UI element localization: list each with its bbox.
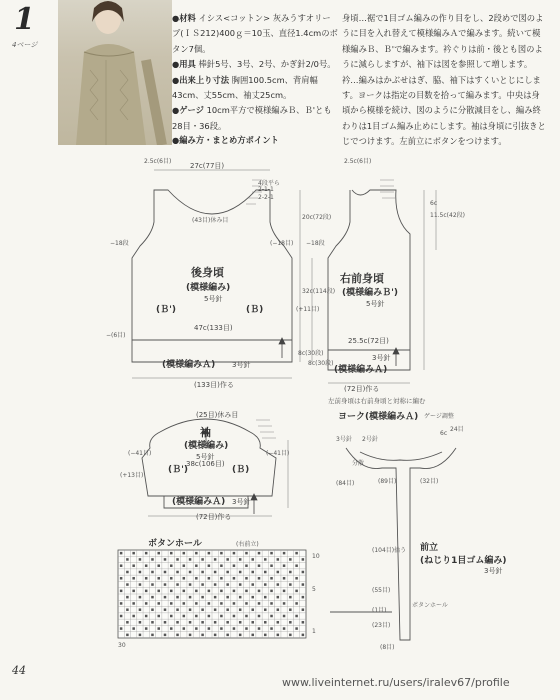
stitch-symbol (289, 596, 292, 599)
stitch-symbol (139, 608, 142, 611)
stitch-symbol (258, 602, 261, 605)
stitch-symbol (220, 564, 223, 567)
back-needle: 5号針 (204, 295, 223, 303)
back-b-right: (Ｂ) (246, 305, 264, 315)
stitch-symbol (201, 558, 204, 561)
stitch-symbol (183, 615, 186, 618)
stitch-symbol (126, 608, 129, 611)
stitch-symbol (157, 627, 160, 630)
stitch-symbol (283, 552, 286, 555)
back-length: 32c(114段) (302, 288, 336, 295)
stitch-symbol (151, 571, 154, 574)
stitch-symbol (183, 602, 186, 605)
stitch-symbol (295, 590, 298, 593)
back-hip: −(6目) (106, 332, 126, 339)
stitch-symbol (270, 602, 273, 605)
stitch-symbol (195, 627, 198, 630)
stitch-symbol (120, 564, 123, 567)
stitch-symbol (164, 583, 167, 586)
stitch-symbol (270, 615, 273, 618)
sleeve-hem-pattern: (模様編みＡ) (172, 497, 226, 507)
yoke-needle-2: 2号針 (362, 436, 378, 443)
stitch-symbol (214, 583, 217, 586)
yoke-gauge: ゲージ調整 (424, 413, 454, 420)
stitch-symbol (183, 564, 186, 567)
stitch-symbol (302, 571, 305, 574)
stitch-symbol (151, 621, 154, 624)
stitch-symbol (201, 583, 204, 586)
stitch-symbol (283, 577, 286, 580)
stitch-symbol (201, 634, 204, 637)
yoke-neck: 6c (440, 430, 448, 437)
stitch-symbol (176, 596, 179, 599)
stitch-symbol (277, 634, 280, 637)
back-dec-2: 2-1-1 (258, 186, 274, 193)
stitch-symbol (239, 583, 242, 586)
stitch-symbol (277, 583, 280, 586)
stitch-symbol (270, 627, 273, 630)
stitch-symbol (239, 621, 242, 624)
stitch-symbol (239, 558, 242, 561)
stitch-symbol (157, 577, 160, 580)
stitch-symbol (208, 577, 211, 580)
back-armhole: 20c(72段) (302, 214, 332, 221)
stitch-symbol (157, 615, 160, 618)
stitch-symbol (302, 608, 305, 611)
sleeve-right-dec: (−41目) (266, 450, 290, 457)
stitch-symbol (195, 577, 198, 580)
stitch-symbol (151, 583, 154, 586)
stitch-symbol (195, 590, 198, 593)
stitch-symbol (189, 608, 192, 611)
front-mid-width: 25.5c(72目) (348, 337, 389, 345)
stitch-symbol (251, 596, 254, 599)
stitch-symbol (170, 577, 173, 580)
stitch-symbol (283, 602, 286, 605)
stitch-symbol (176, 608, 179, 611)
stitch-symbol (289, 608, 292, 611)
stitch-symbol (189, 558, 192, 561)
size-text: 胸囲100.5cm、背肩幅43cm、丈55cm、袖丈25cm。 (172, 74, 318, 101)
stitch-symbol (295, 602, 298, 605)
stitch-symbol (189, 596, 192, 599)
sleeve-side-inc: (+13目) (120, 472, 144, 479)
stitch-symbol (132, 627, 135, 630)
back-side: (+11目) (296, 306, 320, 313)
stitch-symbol (183, 590, 186, 593)
stitch-symbol (120, 552, 123, 555)
stitch-symbol (170, 602, 173, 605)
stitch-symbol (264, 583, 267, 586)
yoke-needle-3: 3号針 (336, 436, 352, 443)
stitch-symbol (145, 590, 148, 593)
stitch-symbol (157, 590, 160, 593)
stitch-symbol (302, 558, 305, 561)
stitch-symbol (176, 583, 179, 586)
stitch-symbol (170, 627, 173, 630)
stitch-symbol (151, 634, 154, 637)
stitch-symbol (289, 621, 292, 624)
stitch-symbol (270, 564, 273, 567)
band-title: 前立 (420, 543, 439, 553)
stitch-symbol (245, 602, 248, 605)
stitch-symbol (126, 596, 129, 599)
stitch-symbol (289, 571, 292, 574)
stitch-symbol (283, 590, 286, 593)
buttonhole-cols: 30 (118, 642, 126, 649)
back-cast-on: (133目)作る (194, 381, 234, 389)
stitch-symbol (295, 564, 298, 567)
stitch-symbol (208, 564, 211, 567)
stitch-symbol (233, 564, 236, 567)
yoke-title: ヨーク(模様編みＡ) (338, 412, 419, 422)
stitch-symbol (176, 634, 179, 637)
stitch-symbol (176, 571, 179, 574)
stitch-symbol (164, 621, 167, 624)
stitch-symbol (277, 558, 280, 561)
stitch-symbol (189, 571, 192, 574)
stitch-symbol (251, 621, 254, 624)
front-subtitle: (模様編みＢ') (342, 288, 398, 298)
stitch-symbol (226, 596, 229, 599)
stitch-symbol (189, 583, 192, 586)
materials-label: ●材料 (172, 13, 196, 23)
back-dec-1: 4段平ら (258, 180, 280, 187)
stitch-symbol (151, 596, 154, 599)
stitch-symbol (132, 602, 135, 605)
materials-text: イシス<コットン> 灰みうすオリーブ(ＩＳ212)400ｇ＝10玉、直径1.4cmのボタン7個。 (172, 13, 338, 54)
sleeve-subtitle: (模様編み) (184, 441, 229, 451)
stitch-symbol (220, 552, 223, 555)
sleeve-needle: 5号針 (196, 453, 215, 461)
stitch-symbol (208, 627, 211, 630)
back-hem-needle: 3号針 (232, 361, 251, 369)
stitch-symbol (226, 621, 229, 624)
method-label: ●編み方・まとめ方ポイント (172, 135, 279, 145)
stitch-symbol (120, 577, 123, 580)
back-dec-3: 2-2-1 (258, 194, 274, 201)
front-cast-on: (72目)作る (344, 385, 380, 393)
yoke-distribute: 分散 (352, 460, 365, 467)
sleeve-cast-on: (72目)作る (196, 513, 232, 521)
band-subtitle: (ねじり1目ゴム編み) (420, 556, 507, 566)
stitch-symbol (251, 634, 254, 637)
stitch-symbol (264, 634, 267, 637)
band-bottom: (23目) (372, 622, 391, 629)
stitch-symbol (170, 552, 173, 555)
buttonhole-side: (右前立) (236, 541, 259, 548)
stitch-symbol (214, 608, 217, 611)
back-arm-dec: (−18目) (270, 240, 294, 247)
stitch-symbol (264, 558, 267, 561)
stitch-symbol (264, 571, 267, 574)
stitch-symbol (170, 564, 173, 567)
stitch-symbol (270, 590, 273, 593)
stitch-symbol (132, 577, 135, 580)
stitch-symbol (214, 621, 217, 624)
band-length-2: (55目) (372, 587, 391, 594)
stitch-symbol (170, 615, 173, 618)
stitch-symbol (126, 621, 129, 624)
buttonhole-row-5: 5 (312, 586, 316, 593)
band-buttonhole: ボタンホール (412, 602, 448, 609)
stitch-symbol (270, 577, 273, 580)
stitch-symbol (139, 634, 142, 637)
buttonhole-row-1: 1 (312, 628, 316, 635)
stitch-symbol (120, 602, 123, 605)
stitch-symbol (239, 596, 242, 599)
stitch-symbol (208, 602, 211, 605)
stitch-symbol (164, 596, 167, 599)
stitch-symbol (189, 634, 192, 637)
stitch-symbol (245, 564, 248, 567)
stitch-symbol (233, 615, 236, 618)
stitch-symbol (183, 577, 186, 580)
stitch-symbol (277, 596, 280, 599)
stitch-symbol (239, 571, 242, 574)
stitch-symbol (283, 564, 286, 567)
back-title: 後身頃 (191, 266, 224, 279)
stitch-symbol (226, 634, 229, 637)
stitch-symbol (258, 564, 261, 567)
front-shoulder: 2.5c(6目) (344, 158, 372, 165)
front-arm: −18段 (306, 240, 325, 247)
front-title: 右前身頃 (340, 272, 384, 285)
stitch-symbol (302, 634, 305, 637)
stitch-symbol (264, 596, 267, 599)
stitch-symbol (183, 552, 186, 555)
stitch-symbol (239, 608, 242, 611)
stitch-symbol (126, 558, 129, 561)
size-label: ●出来上り寸法 (172, 74, 230, 85)
page-reference: 4ページ (12, 41, 38, 49)
stitch-symbol (233, 552, 236, 555)
stitch-symbol (277, 621, 280, 624)
stitch-symbol (258, 552, 261, 555)
stitch-symbol (208, 590, 211, 593)
stitch-symbol (145, 577, 148, 580)
sleeve-width: 38c(106目) (186, 460, 225, 468)
band-buttonhole-count: (1目) (372, 607, 387, 614)
stitch-symbol (195, 615, 198, 618)
front-hem-needle: 3号針 (372, 354, 391, 362)
stitch-symbol (258, 615, 261, 618)
stitch-symbol (245, 627, 248, 630)
stitch-symbol (201, 621, 204, 624)
page-number: 44 (12, 664, 26, 677)
sleeve-title: 袖 (200, 426, 211, 439)
stitch-symbol (170, 590, 173, 593)
stitch-symbol (283, 615, 286, 618)
stitch-symbol (164, 608, 167, 611)
stitch-symbol (201, 596, 204, 599)
stitch-symbol (233, 627, 236, 630)
stitch-symbol (302, 621, 305, 624)
band-length: (104目)拾う (372, 547, 407, 554)
stitch-symbol (264, 608, 267, 611)
stitch-symbol (164, 634, 167, 637)
band-pick: (8目) (380, 644, 395, 651)
stitch-symbol (139, 596, 142, 599)
stitch-symbol (283, 627, 286, 630)
gauge-text: 10cm平方で模様編みＢ、Ｂ'とも28目・36段。 (172, 105, 332, 131)
stitch-symbol (214, 634, 217, 637)
stitch-symbol (289, 583, 292, 586)
stitch-symbol (226, 558, 229, 561)
sleeve-b-right: (Ｂ) (232, 465, 250, 475)
stitch-symbol (145, 602, 148, 605)
front-hem-height: 8c(30段) (308, 360, 334, 367)
stitch-symbol (132, 615, 135, 618)
stitch-symbol (251, 571, 254, 574)
back-b-left: (Ｂ') (156, 305, 176, 315)
back-hem-pattern: (模様編みＡ) (162, 360, 216, 370)
stitch-symbol (226, 571, 229, 574)
stitch-symbol (251, 608, 254, 611)
sleeve-left-dec: (−41目) (128, 450, 152, 457)
stitch-symbol (270, 552, 273, 555)
stitch-symbol (145, 552, 148, 555)
stitch-symbol (214, 558, 217, 561)
stitch-symbol (132, 564, 135, 567)
stitch-symbol (226, 583, 229, 586)
yoke-neck-2: 24目 (450, 426, 464, 433)
stitch-symbol (226, 608, 229, 611)
stitch-symbol (139, 558, 142, 561)
stitch-symbol (189, 621, 192, 624)
stitch-symbol (264, 621, 267, 624)
stitch-symbol (132, 552, 135, 555)
stitch-symbol (145, 564, 148, 567)
front-neck-height: 11.5c(42段) (430, 212, 465, 219)
stitch-symbol (201, 608, 204, 611)
method-text: 身頃…裾で1目ゴム編みの作り目をし、2段めで図のように目を入れ替えて模様編みＡで編みます。続いて模様編みＢ、Ｂ'で編みます。衿ぐりは前・後とも図のように減らしますが、袖下は図を参照して増します。衿…編みはかぶせはぎ、脇、袖下はすくいとじにします。ヨークは指定の目数を拾って編みます。中央は身頃から模様を続け、図のように分散減目をし、編み終わりは1目ゴム編み止めにします。袖は身頃に引抜きとじでつけます。左前立にボタンをつけます。 (342, 13, 546, 147)
stitch-symbol (176, 558, 179, 561)
sleeve-top-rest: (25目)休み目 (196, 411, 239, 419)
watermark: www.liveinternet.ru/users/iralev67/profile (282, 676, 510, 689)
sleeve-hem-needle: 3号針 (232, 498, 251, 506)
back-arm: −18段 (110, 240, 129, 247)
back-shoulder: 2.5c(6目) (144, 158, 172, 165)
stitch-symbol (302, 596, 305, 599)
tools-label: ●用具 (172, 59, 196, 70)
stitch-symbol (289, 558, 292, 561)
gauge-label: ●ゲージ (172, 105, 204, 116)
stitch-symbol (195, 564, 198, 567)
yoke-pick-3: (32目) (420, 478, 439, 485)
front-mirror-note: 左前身頃は右前身頃と対称に編む (328, 397, 426, 405)
stitch-symbol (214, 571, 217, 574)
stitch-symbol (183, 627, 186, 630)
stitch-symbol (126, 583, 129, 586)
stitch-symbol (195, 552, 198, 555)
stitch-symbol (302, 583, 305, 586)
stitch-symbol (245, 590, 248, 593)
stitch-symbol (157, 602, 160, 605)
stitch-symbol (208, 552, 211, 555)
yoke-pick: (84目) (336, 480, 355, 487)
stitch-symbol (214, 596, 217, 599)
stitch-symbol (139, 621, 142, 624)
stitch-symbol (139, 571, 142, 574)
pattern-number: 1 (14, 2, 35, 37)
stitch-symbol (220, 602, 223, 605)
back-hem-height: 8c(30段) (298, 350, 324, 357)
stitch-symbol (151, 608, 154, 611)
stitch-symbol (139, 583, 142, 586)
yoke-outline (346, 448, 456, 640)
stitch-symbol (277, 608, 280, 611)
stitch-symbol (220, 627, 223, 630)
stitch-symbol (145, 615, 148, 618)
stitch-symbol (120, 590, 123, 593)
stitch-symbol (295, 577, 298, 580)
front-needle: 5号針 (366, 300, 385, 308)
stitch-symbol (164, 558, 167, 561)
back-top-width: 27c(77目) (190, 162, 225, 170)
stitch-symbol (132, 590, 135, 593)
sleeve-b-left: (Ｂ') (168, 465, 188, 475)
stitch-symbol (245, 552, 248, 555)
stitch-symbol (157, 564, 160, 567)
stitch-symbol (258, 577, 261, 580)
stitch-symbol (201, 571, 204, 574)
stitch-symbol (233, 590, 236, 593)
buttonhole-row-10: 10 (312, 553, 320, 560)
stitch-symbol (120, 615, 123, 618)
stitch-symbol (239, 634, 242, 637)
stitch-symbol (145, 627, 148, 630)
stitch-symbol (208, 615, 211, 618)
stitch-symbol (233, 577, 236, 580)
stitch-symbol (258, 590, 261, 593)
stitch-symbol (295, 627, 298, 630)
stitch-symbol (277, 571, 280, 574)
stitch-symbol (245, 615, 248, 618)
stitch-symbol (258, 627, 261, 630)
back-neck-rest: (43目)休み目 (192, 217, 229, 224)
stitch-symbol (120, 627, 123, 630)
stitch-symbol (176, 621, 179, 624)
stitch-symbol (295, 552, 298, 555)
stitch-symbol (157, 552, 160, 555)
stitch-symbol (164, 571, 167, 574)
stitch-symbol (220, 577, 223, 580)
stitch-symbol (151, 558, 154, 561)
stitch-symbol (251, 558, 254, 561)
back-subtitle: (模様編み) (186, 283, 231, 293)
stitch-symbol (251, 583, 254, 586)
tools-text: 棒針5号、3号、2号、かぎ針2/0号。 (198, 59, 336, 70)
front-neck: 6c (430, 200, 438, 207)
stitch-symbol (220, 615, 223, 618)
stitch-symbol (295, 615, 298, 618)
yoke-pick-2: (89目) (378, 478, 397, 485)
stitch-symbol (233, 602, 236, 605)
stitch-symbol (126, 571, 129, 574)
band-needle: 3号針 (484, 567, 503, 575)
front-hem-pattern: (模様編みＡ) (334, 365, 388, 375)
buttonhole-title: ボタンホール (148, 539, 202, 549)
stitch-symbol (126, 634, 129, 637)
stitch-symbol (245, 577, 248, 580)
stitch-symbol (289, 634, 292, 637)
back-mid-width: 47c(133目) (194, 324, 233, 332)
stitch-symbol (220, 590, 223, 593)
stitch-symbol (195, 602, 198, 605)
